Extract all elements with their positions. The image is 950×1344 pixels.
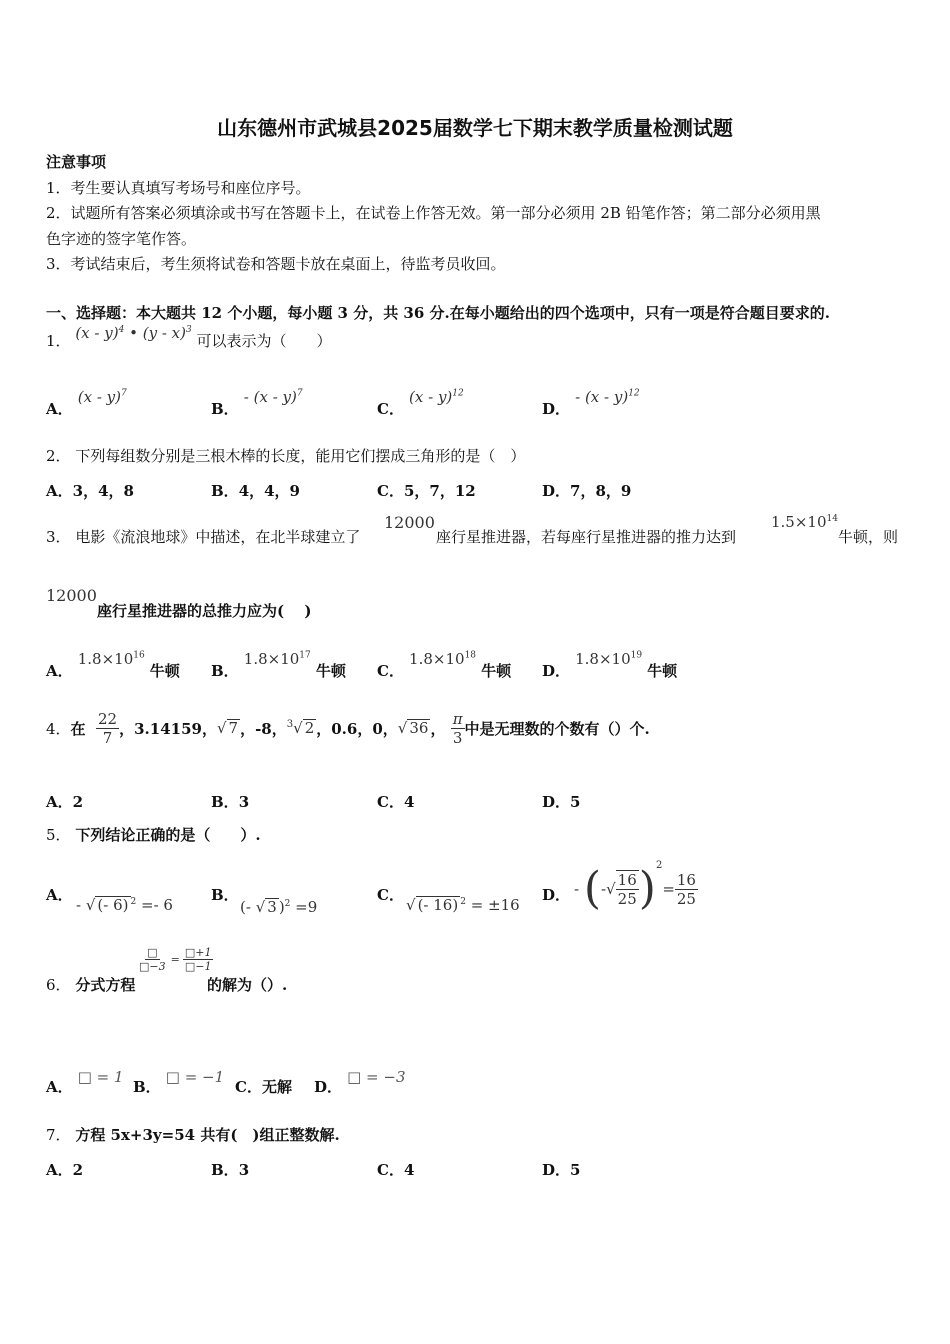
q7-option-c[interactable]: C．4: [377, 1161, 415, 1179]
q4-sqrt7: √ 7: [216, 719, 239, 737]
q2-option-b[interactable]: B．4，4，9: [211, 482, 300, 500]
question-text: 分式方程: [75, 976, 136, 994]
q1-option-b[interactable]: B． - (x - y)$^7$: [211, 388, 303, 418]
q5-option-d-label[interactable]: D．: [542, 886, 571, 904]
question-4: 4． 在 $\frac{22}{7}$ ，3.14159， √ 7 ，-8， $^3$√ 2 ，0.6，0， √ 36 ， $\frac{\pi}{3}$ 中是无理数的个数有（）个.: [46, 709, 650, 747]
notice-item: 3．考试结束后，考生须将试卷和答题卡放在桌面上，待监考员收回。: [46, 255, 506, 273]
notice-item: 1．考生要认真填写考场号和座位序号。: [46, 179, 311, 197]
question-6: [46, 974, 135, 995]
question-number: 3．: [46, 528, 71, 546]
q5-option-b-label[interactable]: B．: [211, 886, 239, 904]
q1-option-c[interactable]: C． (x - y)$^{12}$: [377, 388, 464, 418]
question-2: [46, 445, 525, 466]
question-text: 牛顿，则: [838, 528, 899, 546]
q3-math-12000: 12000: [46, 586, 97, 605]
notice-item: 色字迹的签字笔作答。: [46, 230, 197, 248]
q2-option-d[interactable]: D．7，8，9: [542, 482, 632, 500]
q7-option-d[interactable]: D．5: [542, 1161, 581, 1179]
question-text: 方程 5x+3y=54 共有( )组正整数解.: [75, 1126, 340, 1144]
question-number: 5．: [46, 826, 71, 844]
q5-option-c-math[interactable]: √ (- 16) $^2$ = ±16: [406, 896, 520, 914]
notice-item: 2．试题所有答案必须填涂或书写在答题卡上，在试卷上作答无效。第一部分必须用 2B 铅笔作答；第二部分必须用黑: [46, 204, 821, 222]
q4-cbrt2: $^3$√ 2: [286, 719, 315, 737]
q3-option-b[interactable]: B． $1.8\times 10^{17}$ 牛顿: [211, 650, 346, 680]
section-heading: 一、选择题：本大题共 12 个小题，每小题 3 分，共 36 分.在每小题给出的四个选项中，只有一项是符合题目要求的.: [46, 304, 830, 322]
q4-fraction-22-7: $\frac{22}{7}$: [98, 709, 118, 747]
q4-option-c[interactable]: C．4: [377, 793, 415, 811]
question-text: 的解为（）.: [207, 976, 288, 994]
question-1: [46, 324, 332, 351]
question-text: 座行星推进器，若每座行星推进器的推力达到: [436, 528, 737, 546]
q2-option-c[interactable]: C．5，7，12: [377, 482, 476, 500]
question-text: 下列结论正确的是（ ）.: [75, 826, 261, 844]
question-text: 座行星推进器的总推力应为( ): [97, 602, 312, 620]
q1-expr: (x - y)$^4$ • (y - x)$^3$: [75, 324, 192, 342]
question-text: 电影《流浪地球》中描述，在北半球建立了: [75, 528, 361, 546]
q6-option-a[interactable]: A． □ = 1: [46, 1068, 124, 1096]
q4-option-d[interactable]: D．5: [542, 793, 581, 811]
q4-sqrt36: √ 36: [397, 719, 429, 737]
question-number: 6．: [46, 976, 71, 994]
page-title: 山东德州市武城县2025届数学七下期末教学质量检测试题: [217, 116, 733, 140]
question-number: 7．: [46, 1126, 71, 1144]
notice-heading: 注意事项: [46, 153, 107, 171]
q5-option-a-math[interactable]: - √ (- 6) $^2$ =- 6: [76, 896, 173, 914]
question-text: 可以表示为（ ）: [196, 332, 332, 350]
q7-option-a[interactable]: A．2: [46, 1161, 84, 1179]
q5-option-d-math[interactable]: - ( - √ $\frac{16}{25}$ ) 2 = $\frac{16}{25}$: [574, 860, 696, 914]
question-number: 4．: [46, 719, 71, 738]
q3-option-d[interactable]: D． $1.8\times 10^{19}$ 牛顿: [542, 650, 678, 680]
q4-option-b[interactable]: B．3: [211, 793, 250, 811]
q1-option-d[interactable]: D． - (x - y)$^{12}$: [542, 388, 640, 418]
q6-equation: $\frac{□}{□-3}$ = $\frac{□+1}{□-1}$: [139, 946, 212, 973]
q6-option-c[interactable]: C．无解: [235, 1078, 292, 1096]
question-7: [46, 1124, 340, 1145]
q3-math-12000: 12000: [384, 513, 435, 532]
question-3: [46, 526, 360, 547]
q2-option-a[interactable]: A．3，4，8: [46, 482, 134, 500]
q4-fraction-pi-3: $\frac{\pi}{3}$: [452, 709, 463, 747]
q5-option-c-label[interactable]: C．: [377, 886, 404, 904]
q6-option-d[interactable]: D． □ = −3: [314, 1068, 406, 1096]
question-number: 1．: [46, 332, 71, 350]
q1-option-a[interactable]: A． (x - y)$^7$: [46, 388, 127, 418]
q3-math-force: $1.5\times 10^{14}$: [771, 513, 838, 531]
q3-option-c[interactable]: C． $1.8\times 10^{18}$ 牛顿: [377, 650, 512, 680]
question-number: 2．: [46, 447, 71, 465]
q7-option-b[interactable]: B．3: [211, 1161, 250, 1179]
q5-option-a-label[interactable]: A．: [46, 886, 73, 904]
question-5: [46, 824, 261, 845]
question-text: 下列每组数分别是三根木棒的长度，能用它们摆成三角形的是（ ）: [75, 447, 526, 465]
q5-option-b-math[interactable]: (- √ 3 )$^2$ =9: [240, 898, 318, 916]
q4-option-a[interactable]: A．2: [46, 793, 84, 811]
q3-option-a[interactable]: A． $1.8\times 10^{16}$ 牛顿: [46, 650, 180, 680]
q6-option-b[interactable]: B． □ = −1: [133, 1068, 225, 1096]
